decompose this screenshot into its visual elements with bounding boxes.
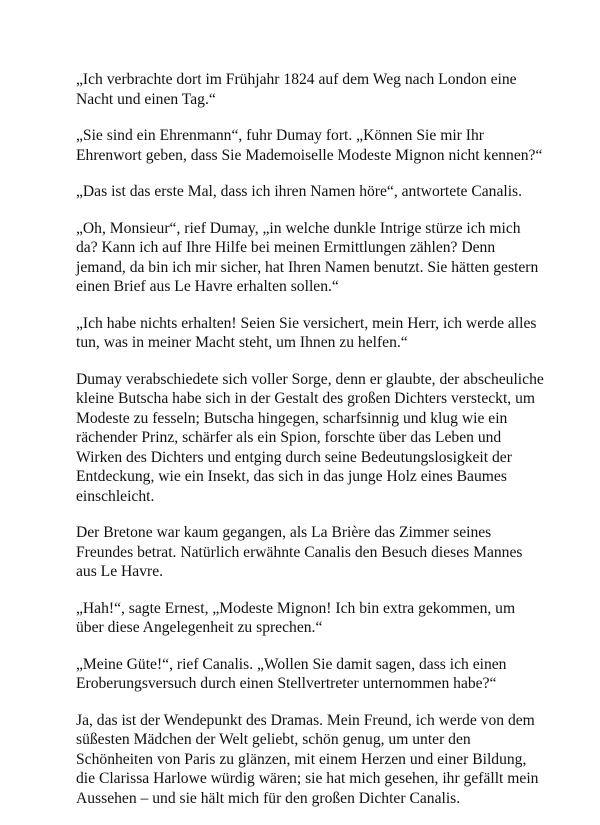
document-body (76, 70, 546, 825)
paragraph: „Hah!“, sagte Ernest, „Modeste Mignon! Ich bin extra gekommen, um über diese Angelegenheit zu sprechen.“ (76, 599, 516, 636)
paragraph: „Ich verbrachte dort im Frühjahr 1824 auf dem Weg nach London eine Nacht und einen Tag.“ (76, 71, 517, 108)
paragraph: „Oh, Monsieur“, rief Dumay, „in welche dunkle Intrige stürze ich mich da? Kann ich auf Ihre Hilfe bei meinen Ermittlungen zählen? Denn jemand, da bin ich mir sicher, hat Ihren Namen benutzt. Sie hätten gestern einen Brief aus Le Havre erhalten sollen.“ (76, 219, 539, 295)
paragraph: Der Bretone war kaum gegangen, als La Brière das Zimmer seines Freundes betrat. Natürlich erwähnte Canalis den Besuch dieses Mannes aus Le Havre. (76, 524, 523, 580)
paragraph: Dumay verabschiedete sich voller Sorge, denn er glaubte, der abscheuliche kleine Butscha habe sich in der Gestalt des großen Dichters versteckt, um Modeste zu fesseln; Butscha hingegen, scharfsinnig und klug wie ein rächender Prinz, schärfer als ein Spion, forschte über das Leben und Wirken des Dichters und entging durch seine Bedeutungslosigkeit der Entdeckung, wie ein Insekt, das sich in das junge Holz eines Baumes einschleicht. (76, 370, 544, 505)
paragraph: „Das ist das erste Mal, dass ich ihren Namen höre“, antwortete Canalis. (76, 183, 523, 200)
paragraph: Ja, das ist der Wendepunkt des Dramas. Mein Freund, ich werde von dem süßesten Mädchen der Welt geliebt, schön genug, um unter den Schönheiten von Paris zu glänzen, mit einem Herzen und einer Bildung, die Clarissa Harlowe würdig wären; sie hat mich gesehen, ihr gefällt mein Aussehen – und sie hält mich für den großen Dichter Canalis. (76, 711, 539, 807)
paragraph: „Ich habe nichts erhalten! Seien Sie versichert, mein Herr, ich werde alles tun, was in meiner Macht steht, um Ihnen zu helfen.“ (76, 314, 537, 351)
paragraph: „Meine Güte!“, rief Canalis. „Wollen Sie damit sagen, dass ich einen Eroberungsversuch durch einen Stellvertreter unternommen habe?“ (76, 655, 507, 692)
paragraph: „Sie sind ein Ehrenmann“, fuhr Dumay fort. „Können Sie mir Ihr Ehrenwort geben, dass Sie Mademoiselle Modeste Mignon nicht kennen?“ (76, 127, 543, 164)
